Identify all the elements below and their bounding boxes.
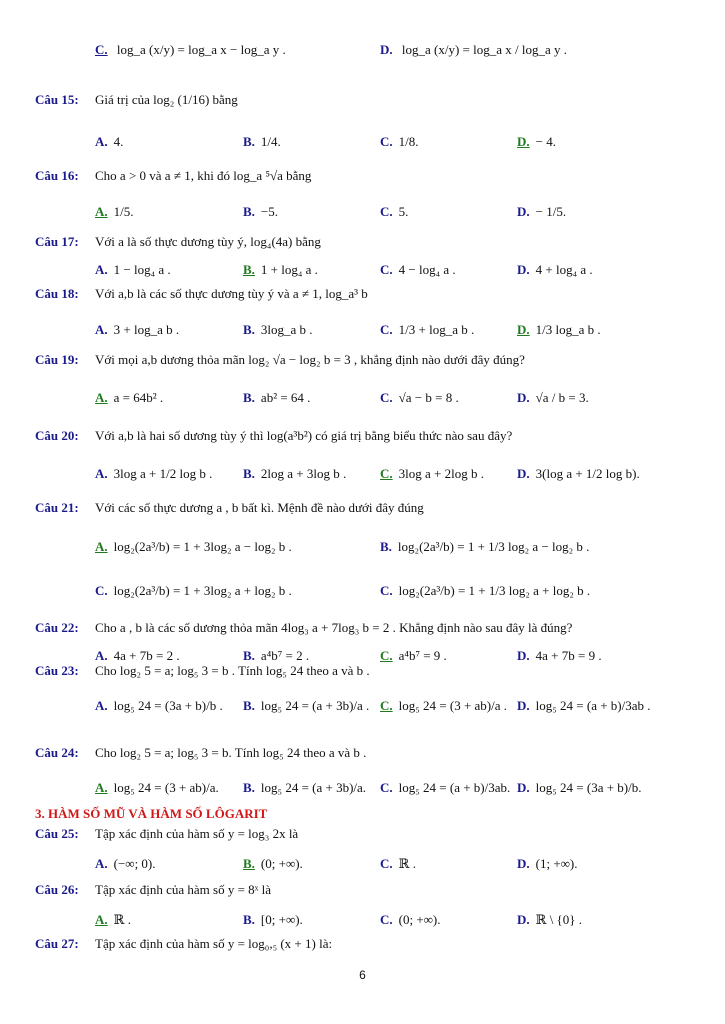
option-label: A. xyxy=(95,648,108,663)
option-text: [0; +∞). xyxy=(260,912,303,927)
option-b xyxy=(243,322,313,338)
option-c xyxy=(380,648,447,664)
option-d xyxy=(517,780,642,796)
option-text: 3(log a + 1/2 log b). xyxy=(535,466,640,481)
option-label: C. xyxy=(380,912,393,927)
option-label: B. xyxy=(243,856,255,871)
option-text: 2log a + 3log b . xyxy=(260,466,347,481)
option-text: 1/5. xyxy=(113,204,134,219)
option-label: B. xyxy=(243,648,255,663)
option-c xyxy=(95,42,286,58)
question-number: Câu 24: xyxy=(35,745,79,760)
option-c xyxy=(380,204,408,220)
option-text: log₅ 24 = (a + 3b)/a . xyxy=(260,698,370,713)
option-text: ℝ . xyxy=(113,912,131,927)
option-label: C. xyxy=(380,390,393,405)
option-b xyxy=(243,698,369,714)
option-c xyxy=(380,466,484,482)
option-b xyxy=(243,780,366,796)
question-text: Tập xác định của hàm số y = log₃ 2x là xyxy=(95,826,299,841)
option-text: − 1/5. xyxy=(535,204,567,219)
option-d xyxy=(517,262,593,278)
option-label: A. xyxy=(95,134,108,149)
option-label: D. xyxy=(517,134,530,149)
option-text: −5. xyxy=(260,204,279,219)
page-number: 6 xyxy=(359,968,366,982)
option-a xyxy=(95,134,123,150)
option-b xyxy=(243,390,310,406)
option-text: 1/3 log_a b . xyxy=(535,322,601,337)
option-text: log₅ 24 = (3 + ab)/a . xyxy=(398,698,508,713)
option-c xyxy=(380,912,441,928)
question-text: Tập xác định của hàm số y = log₀,₅ (x + 1) là: xyxy=(95,936,333,951)
question-number: Câu 19: xyxy=(35,352,79,367)
option-d xyxy=(380,42,567,58)
question-text: Với a,b là hai số dương tùy ý thì log(a³b²) có giá trị bằng biểu thức nào sau đây? xyxy=(95,428,513,443)
option-text: log₅ 24 = (a + b)/3ab. xyxy=(398,780,511,795)
option-c xyxy=(380,390,459,406)
option-c xyxy=(380,322,474,338)
option-label: C. xyxy=(380,583,393,598)
option-b xyxy=(243,856,303,872)
option-b xyxy=(243,134,281,150)
option-label: D. xyxy=(517,648,530,663)
option-label: D. xyxy=(517,856,530,871)
option-label: B. xyxy=(243,390,255,405)
question-number: Câu 18: xyxy=(35,286,79,301)
option-label: B. xyxy=(243,262,255,277)
option-d xyxy=(517,648,602,664)
option-text: log₂(2a³/b) = 1 + 1/3 log₂ a − log₂ b . xyxy=(397,539,590,554)
option-d xyxy=(517,466,640,482)
question-text: Giá trị của log₂ (1/16) bằng xyxy=(95,92,238,107)
option-text: log₅ 24 = (3a + b)/b. xyxy=(535,780,642,795)
option-text: log₂(2a³/b) = 1 + 3log₂ a − log₂ b . xyxy=(113,539,292,554)
option-text: 4a + 7b = 9 . xyxy=(535,648,602,663)
option-label: A. xyxy=(95,912,108,927)
option-label: C. xyxy=(380,322,393,337)
question-text: Cho a , b là các số dương thỏa mãn 4log₃ a + 7log₃ b = 2 . Khẳng định nào sau đây là đúng? xyxy=(95,620,573,635)
option-text: a⁴b⁷ = 9 . xyxy=(398,648,447,663)
question-number: Câu 27: xyxy=(35,936,79,951)
option-text: log_a (x/y) = log_a x − log_a y . xyxy=(116,42,286,57)
option-text: √a / b = 3. xyxy=(535,390,589,405)
question-text: Với a là số thực dương tùy ý, log₄(4a) bằng xyxy=(95,234,321,249)
option-label: C. xyxy=(380,204,393,219)
option-label: B. xyxy=(243,466,255,481)
option-label: C. xyxy=(95,42,108,57)
option-label: D. xyxy=(517,322,530,337)
option-c xyxy=(380,780,510,796)
option-d xyxy=(517,856,578,872)
option-label: B. xyxy=(243,780,255,795)
option-label: C. xyxy=(380,648,393,663)
option-d xyxy=(517,322,601,338)
option-a xyxy=(95,466,212,482)
question-text: Cho log₂ 5 = a; log₅ 3 = b . Tính log₅ 24 theo a và b . xyxy=(95,663,370,678)
option-label: C. xyxy=(380,466,393,481)
option-label: C. xyxy=(380,134,393,149)
option-label: D. xyxy=(517,466,530,481)
option-text: a⁴b⁷ = 2 . xyxy=(260,648,310,663)
question-number: Câu 17: xyxy=(35,234,79,249)
question-text: Cho a > 0 và a ≠ 1, khi đó log_a ⁵√a bằng xyxy=(95,168,312,183)
option-b xyxy=(243,466,346,482)
option-label: D. xyxy=(517,262,530,277)
option-a xyxy=(95,204,134,220)
option-label: A. xyxy=(95,780,108,795)
option-text: 1/3 + log_a b . xyxy=(398,322,475,337)
option-a xyxy=(95,856,156,872)
option-text: 4 − log₄ a . xyxy=(398,262,456,277)
option-label: A. xyxy=(95,390,108,405)
option-d xyxy=(517,698,651,714)
question-number: Câu 20: xyxy=(35,428,79,443)
option-text: log₂(2a³/b) = 1 + 3log₂ a + log₂ b . xyxy=(113,583,292,598)
question-number: Câu 25: xyxy=(35,826,79,841)
option-text: ℝ . xyxy=(398,856,416,871)
option-label: A. xyxy=(95,698,108,713)
question-number: Câu 21: xyxy=(35,500,79,515)
option-c xyxy=(380,262,456,278)
question-number: Câu 23: xyxy=(35,663,79,678)
option-label: C. xyxy=(95,583,108,598)
option-label: D. xyxy=(517,912,530,927)
option-label: A. xyxy=(95,466,108,481)
option-text: ℝ \ {0} . xyxy=(535,912,583,927)
option-a xyxy=(95,390,163,406)
option-a xyxy=(95,698,223,714)
option-text: ab² = 64 . xyxy=(260,390,311,405)
option-c xyxy=(95,583,292,599)
question-text: Cho log₂ 5 = a; log₅ 3 = b. Tính log₅ 24 theo a và b . xyxy=(95,745,367,760)
option-label: B. xyxy=(243,134,255,149)
option-c xyxy=(380,134,419,150)
option-text: 1/8. xyxy=(398,134,419,149)
option-text: 1/4. xyxy=(260,134,281,149)
option-label: B. xyxy=(380,539,392,554)
option-text: 3log a + 2log b . xyxy=(398,466,484,481)
option-b xyxy=(380,539,589,555)
option-label: B. xyxy=(243,912,255,927)
option-a xyxy=(95,648,180,664)
option-text: 4. xyxy=(113,134,124,149)
option-text: − 4. xyxy=(535,134,556,149)
question-text: Tập xác định của hàm số y = 8ˣ là xyxy=(95,882,272,897)
option-label: B. xyxy=(243,204,255,219)
option-text: log₅ 24 = (3a + b)/b . xyxy=(113,698,223,713)
option-label: B. xyxy=(243,322,255,337)
option-b xyxy=(243,262,318,278)
option-text: log₅ 24 = (3 + ab)/a. xyxy=(113,780,219,795)
option-label: D. xyxy=(380,42,393,57)
option-c xyxy=(380,583,590,599)
question-text: Với mọi a,b dương thỏa mãn log₂ √a − log₂ b = 3 , khẳng định nào dưới đây đúng? xyxy=(95,352,525,367)
option-label: C. xyxy=(380,856,393,871)
option-a xyxy=(95,539,292,555)
option-text: 5. xyxy=(398,204,409,219)
option-label: D. xyxy=(517,390,530,405)
option-a xyxy=(95,912,131,928)
question-number: Câu 22: xyxy=(35,620,79,635)
option-b xyxy=(243,204,278,220)
option-text: a = 64b² . xyxy=(113,390,164,405)
option-text: 1 − log₄ a . xyxy=(113,262,171,277)
question-text: Với các số thực dương a , b bất kì. Mệnh đề nào dưới đây đúng xyxy=(95,500,424,515)
question-number: Câu 15: xyxy=(35,92,79,107)
question-number: Câu 16: xyxy=(35,168,79,183)
option-d xyxy=(517,134,556,150)
option-label: A. xyxy=(95,539,108,554)
option-b xyxy=(243,648,309,664)
option-label: D. xyxy=(517,698,530,713)
option-label: B. xyxy=(243,698,255,713)
option-label: C. xyxy=(380,780,393,795)
option-d xyxy=(517,390,589,406)
option-c xyxy=(380,856,416,872)
option-a xyxy=(95,322,179,338)
question-number: Câu 26: xyxy=(35,882,79,897)
option-d xyxy=(517,204,566,220)
option-text: 4 + log₄ a . xyxy=(535,262,593,277)
option-label: D. xyxy=(517,204,530,219)
option-label: A. xyxy=(95,204,108,219)
option-label: A. xyxy=(95,322,108,337)
question-text: Với a,b là các số thực dương tùy ý và a ≠ 1, log_a³ b xyxy=(95,286,368,301)
option-text: (0; +∞). xyxy=(260,856,303,871)
option-c xyxy=(380,698,507,714)
option-text: √a − b = 8 . xyxy=(398,390,459,405)
option-label: C. xyxy=(380,262,393,277)
option-text: log₅ 24 = (a + b)/3ab . xyxy=(535,698,651,713)
section-title: 3. HÀM SỐ MŨ VÀ HÀM SỐ LÔGARIT xyxy=(35,806,268,821)
option-text: 1 + log₄ a . xyxy=(260,262,318,277)
option-text: 3log_a b . xyxy=(260,322,313,337)
option-label: D. xyxy=(517,780,530,795)
option-label: C. xyxy=(380,698,393,713)
option-text: log₂(2a³/b) = 1 + 1/3 log₂ a + log₂ b . xyxy=(398,583,591,598)
option-a xyxy=(95,780,219,796)
option-text: 4a + 7b = 2 . xyxy=(113,648,180,663)
option-label: A. xyxy=(95,856,108,871)
option-d xyxy=(517,912,582,928)
option-a xyxy=(95,262,171,278)
option-text: (0; +∞). xyxy=(398,912,441,927)
option-text: 3 + log_a b . xyxy=(113,322,180,337)
option-b xyxy=(243,912,303,928)
option-text: log_a (x/y) = log_a x / log_a y . xyxy=(401,42,567,57)
option-text: log₅ 24 = (a + 3b)/a. xyxy=(260,780,367,795)
option-label: A. xyxy=(95,262,108,277)
option-text: (1; +∞). xyxy=(535,856,578,871)
option-text: 3log a + 1/2 log b . xyxy=(113,466,213,481)
option-text: (−∞; 0). xyxy=(113,856,156,871)
